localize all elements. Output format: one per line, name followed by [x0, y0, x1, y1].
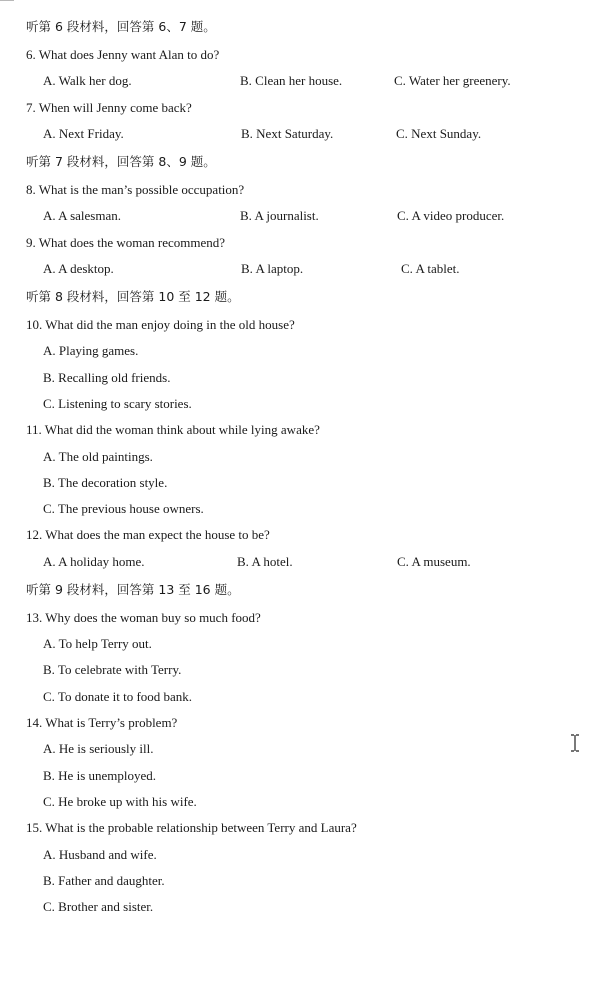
option-c: C. To donate it to food bank.: [43, 689, 193, 704]
question-text: 12. What does the man expect the house to be?: [26, 527, 270, 542]
option-b: B. The decoration style.: [43, 475, 168, 490]
question-text: 14. What is Terry’s problem?: [26, 715, 178, 730]
option-c: C. He broke up with his wife.: [43, 794, 197, 809]
question-text: 11. What did the woman think about while lying awake?: [26, 422, 320, 437]
option-c: C. A museum.: [397, 554, 471, 569]
option-a: A. A salesman.: [43, 208, 121, 223]
option-b: B. Father and daughter.: [43, 873, 165, 888]
section-heading: 听第 6 段材料，回答第 6、7 题。: [26, 19, 216, 34]
question-text: 6. What does Jenny want Alan to do?: [26, 47, 220, 62]
option-c: C. Brother and sister.: [43, 899, 154, 914]
question-text: 9. What does the woman recommend?: [26, 235, 226, 250]
option-a: A. To help Terry out.: [43, 636, 152, 651]
section-heading: 听第 8 段材料，回答第 10 至 12 题。: [26, 289, 240, 304]
question-text: 7. When will Jenny come back?: [26, 100, 192, 115]
option-c: C. A tablet.: [401, 261, 460, 276]
question-text: 15. What is the probable relationship between Terry and Laura?: [26, 820, 357, 835]
question-text: 10. What did the man enjoy doing in the old house?: [26, 317, 295, 332]
section-heading: 听第 7 段材料，回答第 8、9 题。: [26, 154, 216, 169]
option-a: A. The old paintings.: [43, 449, 153, 464]
text-cursor-icon: [570, 734, 580, 752]
option-b: B. He is unemployed.: [43, 768, 157, 783]
section-heading: 听第 9 段材料，回答第 13 至 16 题。: [26, 582, 240, 597]
option-a: A. Walk her dog.: [43, 73, 132, 88]
option-b: B. A hotel.: [237, 554, 293, 569]
option-c: C. Listening to scary stories.: [43, 396, 192, 411]
option-a: A. He is seriously ill.: [43, 741, 154, 756]
option-b: B. Recalling old friends.: [43, 370, 171, 385]
option-c: C. A video producer.: [397, 208, 505, 223]
option-b: B. A laptop.: [241, 261, 304, 276]
option-b: B. To celebrate with Terry.: [43, 662, 182, 677]
corner-mark: [0, 0, 14, 1]
option-a: A. A holiday home.: [43, 554, 145, 569]
option-b: B. A journalist.: [240, 208, 319, 223]
option-c: C. The previous house owners.: [43, 501, 204, 516]
question-text: 8. What is the man’s possible occupation?: [26, 182, 245, 197]
option-c: C. Next Sunday.: [396, 126, 482, 141]
option-a: A. Playing games.: [43, 343, 139, 358]
option-c: C. Water her greenery.: [394, 73, 511, 88]
option-a: A. A desktop.: [43, 261, 114, 276]
option-a: A. Husband and wife.: [43, 847, 157, 862]
option-b: B. Next Saturday.: [241, 126, 334, 141]
option-a: A. Next Friday.: [43, 126, 124, 141]
option-b: B. Clean her house.: [240, 73, 343, 88]
question-text: 13. Why does the woman buy so much food?: [26, 610, 261, 625]
